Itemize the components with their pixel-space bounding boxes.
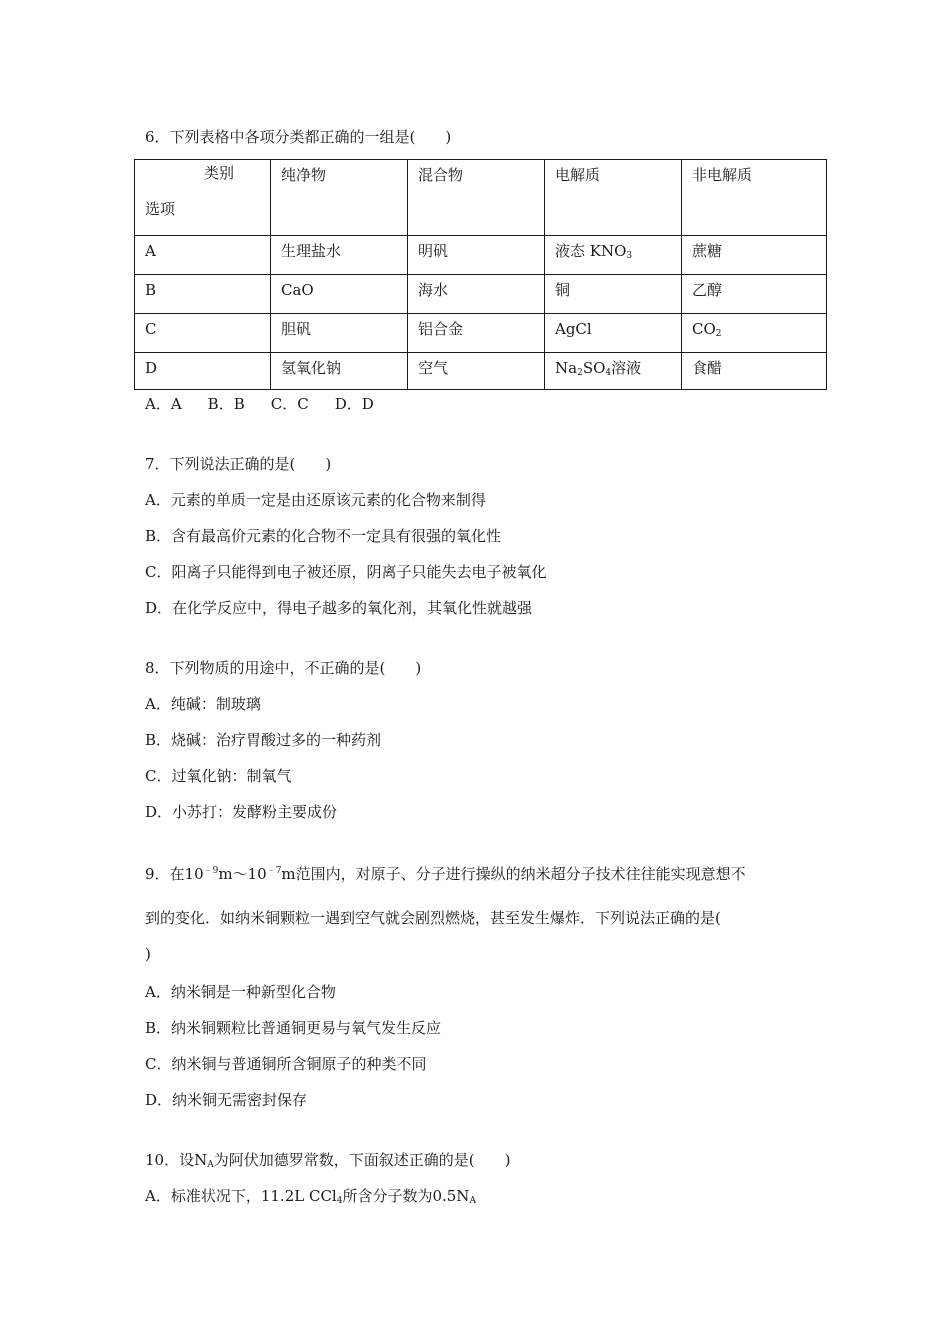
cell-mixture: 空气 [408, 353, 545, 390]
table-row [135, 236, 827, 275]
cell-mixture: 海水 [408, 275, 545, 314]
q9-option-d: D．纳米铜无需密封保存 [145, 1091, 308, 1109]
row-option: C [135, 314, 271, 353]
q9-option-a: A．纳米铜是一种新型化合物 [145, 983, 336, 1001]
choice-c: C．C [270, 395, 309, 413]
choice-b: B．B [207, 395, 245, 413]
q7-option-c: C．阳离子只能得到电子被还原，阴离子只能失去电子被氧化 [145, 563, 547, 581]
q9-option-b: B．纳米铜颗粒比普通铜更易与氧气发生反应 [145, 1019, 442, 1037]
q7-option-a: A．元素的单质一定是由还原该元素的化合物来制得 [145, 491, 486, 509]
cell-pure-substance: 氢氧化钠 [271, 353, 408, 390]
q7-option-b: B．含有最高价元素的化合物不一定具有很强的氧化性 [145, 527, 502, 545]
table-row [135, 353, 827, 390]
cell-non-electrolyte: 蔗糖 [682, 236, 827, 275]
cell-non-electrolyte: $CO_2$ [682, 314, 827, 353]
table-row [135, 275, 827, 314]
header-mixture: 混合物 [408, 160, 545, 236]
header-category-label: 类别 [203, 164, 234, 182]
row-option: B [135, 275, 271, 314]
header-category-option-cell [135, 160, 271, 236]
table-row [135, 314, 827, 353]
q8-stem: 8．下列物质的用途中，不正确的是( ) [145, 659, 422, 677]
q7-option-d: D．在化学反应中，得电子越多的氧化剂，其氧化性就越强 [145, 599, 533, 617]
row-option: D [135, 353, 271, 390]
q6-classification-table [134, 159, 827, 390]
cell-pure-substance: CaO [271, 275, 408, 314]
cell-pure-substance: 胆矾 [271, 314, 408, 353]
q9-stem-line-2: 到的变化．如纳米铜颗粒一遇到空气就会剧烈燃烧，甚至发生爆炸．下列说法正确的是( [145, 909, 721, 927]
row-option: A [135, 236, 271, 275]
table-header-row [135, 160, 827, 236]
q8-option-c: C．过氧化钠：制氧气 [145, 767, 292, 785]
cell-pure-substance: 生理盐水 [271, 236, 408, 275]
choice-a: A．A [145, 395, 182, 413]
q9-option-c: C．纳米铜与普通铜所含铜原子的种类不同 [145, 1055, 427, 1073]
header-non-electrolyte: 非电解质 [682, 160, 827, 236]
header-electrolyte: 电解质 [545, 160, 682, 236]
q6-stem: 6．下列表格中各项分类都正确的一组是( ) [145, 128, 452, 146]
cell-electrolyte: $Na_2SO_4$溶液 [545, 353, 682, 390]
q8-option-b: B．烧碱：治疗胃酸过多的一种药剂 [145, 731, 382, 749]
header-option-label: 选项 [145, 200, 176, 218]
cell-non-electrolyte: 食醋 [682, 353, 827, 390]
q7-stem: 7．下列说法正确的是( ) [145, 455, 332, 473]
choice-d: D．D [334, 395, 374, 413]
q6-choices [145, 394, 374, 414]
cell-electrolyte: AgCl [545, 314, 682, 353]
cell-electrolyte: 铜 [545, 275, 682, 314]
q9-stem-line-3: ) [145, 945, 151, 963]
header-pure-substance: 纯净物 [271, 160, 408, 236]
q8-option-a: A．纯碱：制玻璃 [145, 695, 261, 713]
q9-stem-line-1: 9．在$10^{﹣9}m\sim 10^{﹣7}m$范围内，对原子、分子进行操纵的纳米超分子技术往往能实现意想不 [145, 865, 746, 883]
q10-stem: 10．设$N_A$为阿伏加德罗常数，下面叙述正确的是( ) [145, 1151, 511, 1170]
cell-electrolyte: 液态 $KNO_3$ [545, 236, 682, 275]
cell-mixture: 铝合金 [408, 314, 545, 353]
q10-option-a: A．标准状况下，11.2L CCl$_4$所含分子数为$0.5N_A$ [145, 1187, 476, 1206]
cell-mixture: 明矾 [408, 236, 545, 275]
q8-option-d: D．小苏打：发酵粉主要成份 [145, 803, 338, 821]
cell-non-electrolyte: 乙醇 [682, 275, 827, 314]
